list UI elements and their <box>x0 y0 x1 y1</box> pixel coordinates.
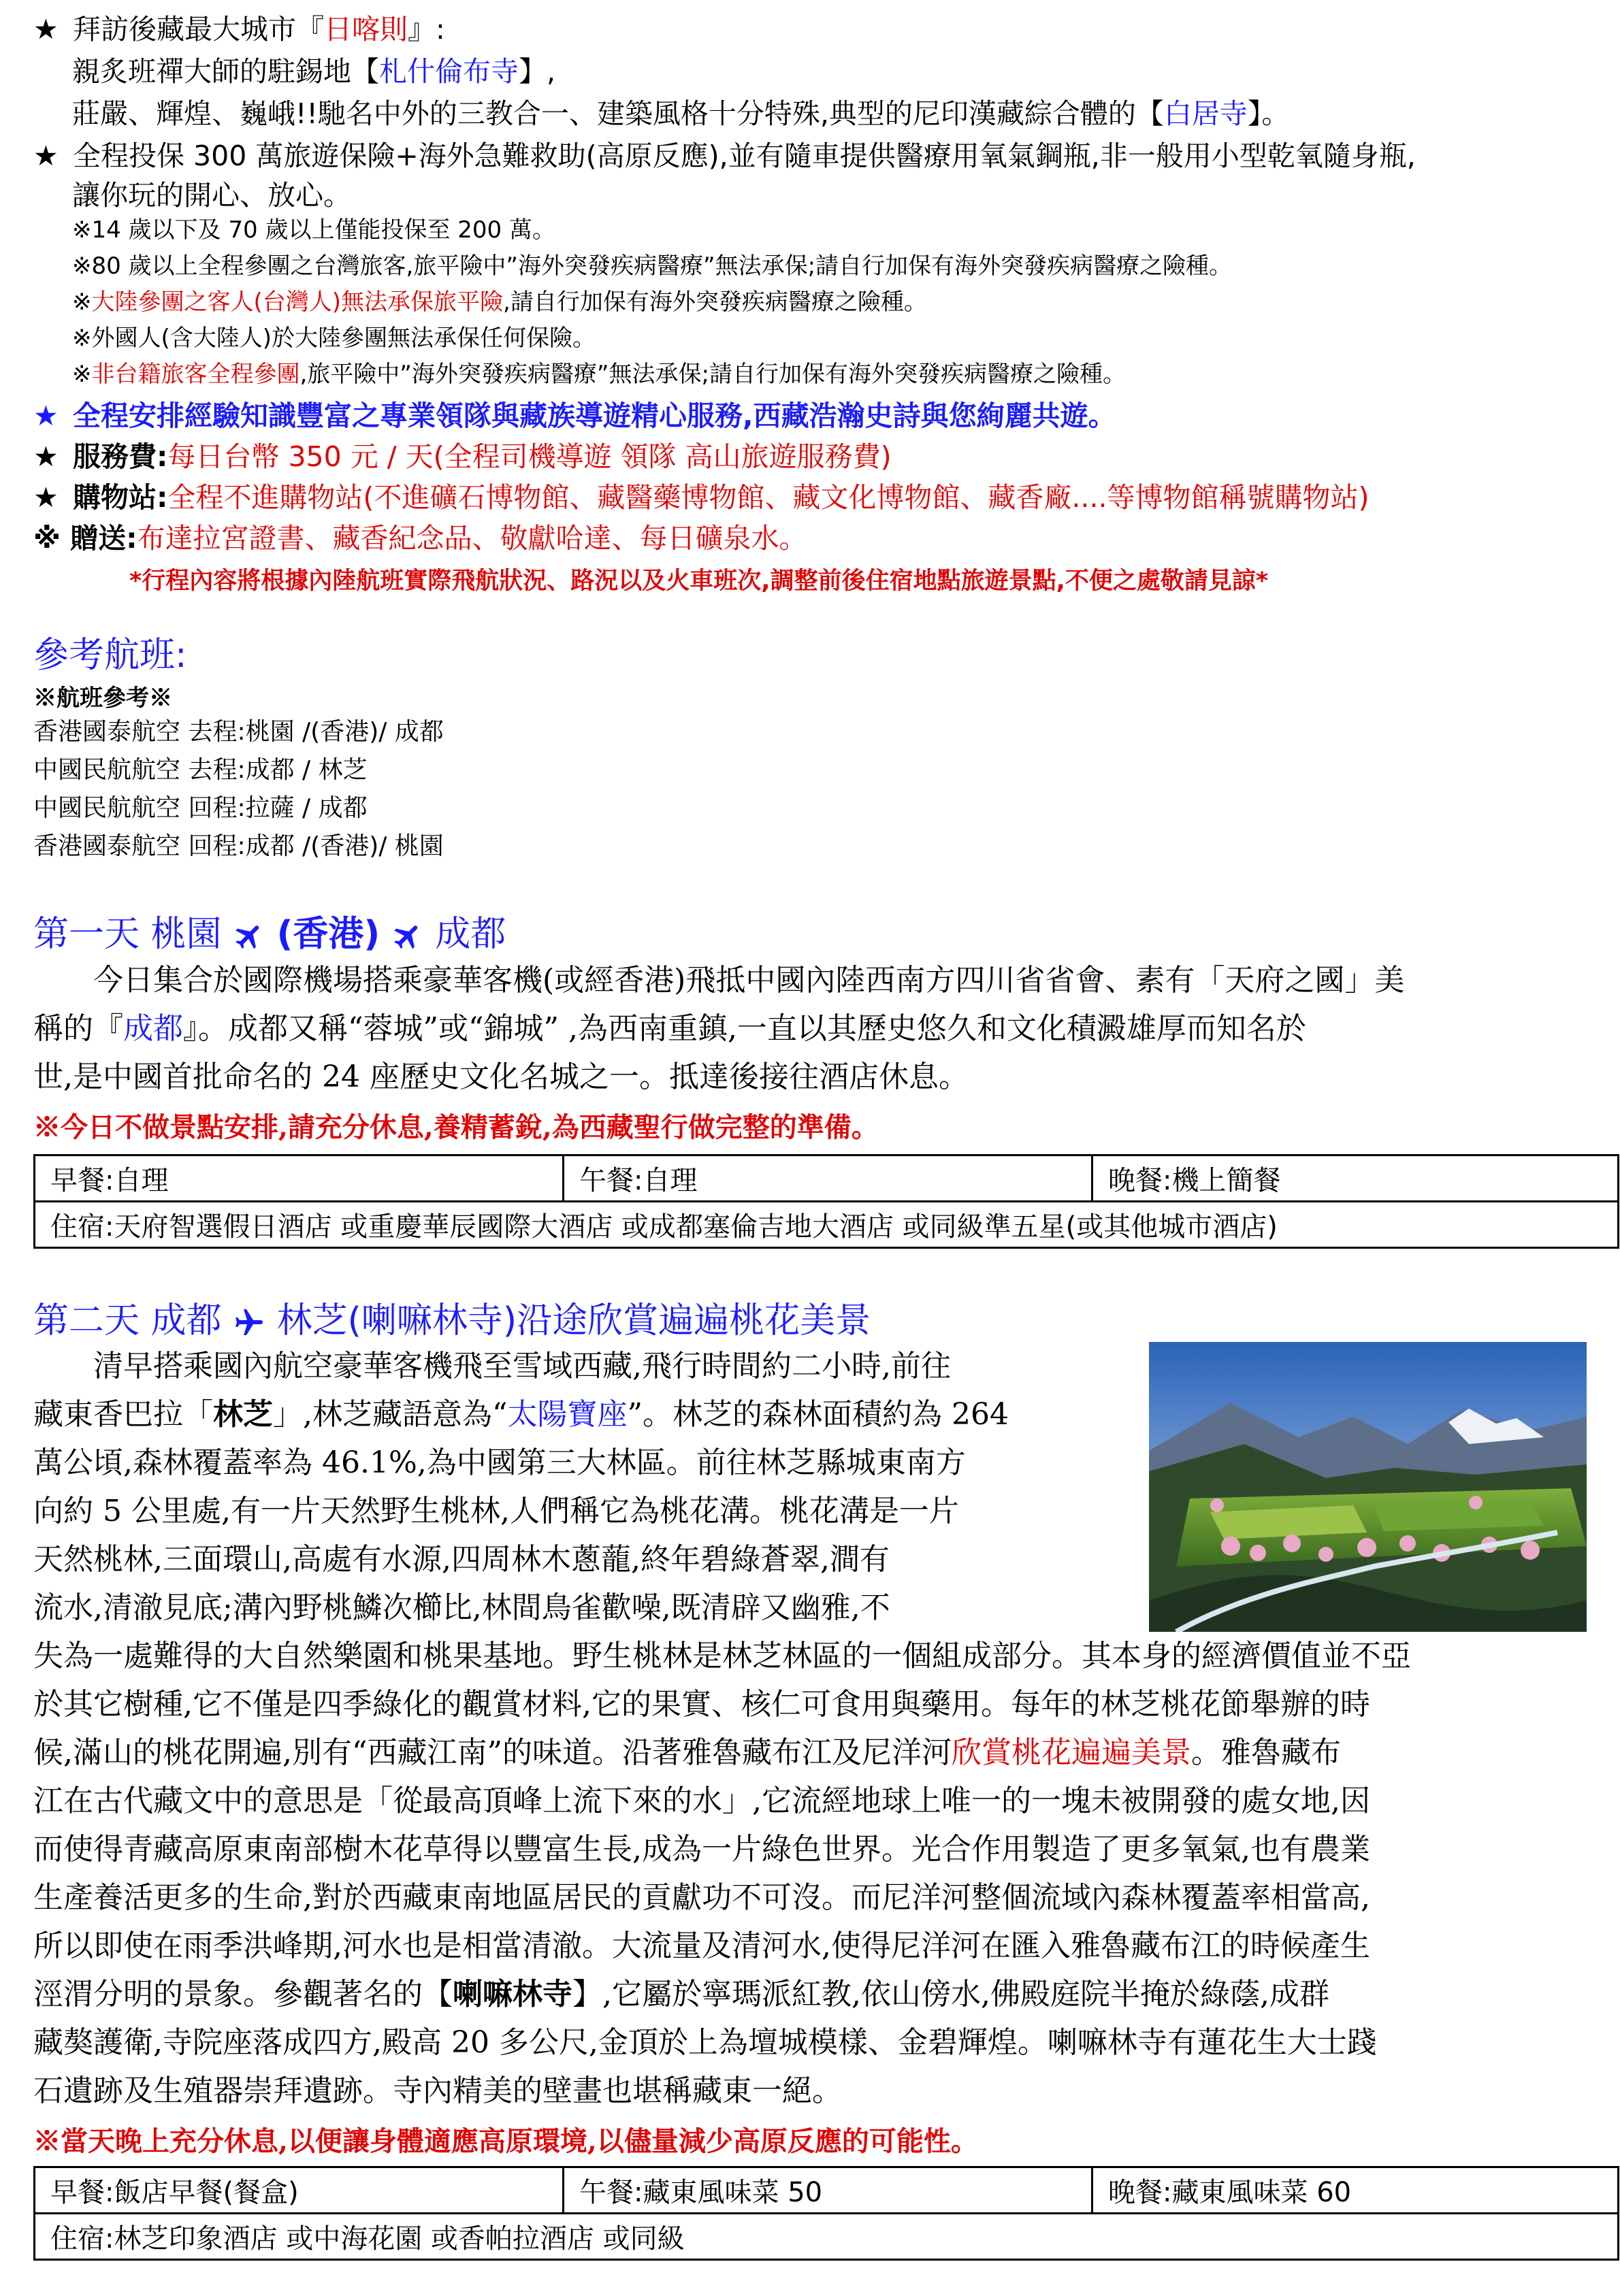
insurance-note-1: ※14 歲以下及 70 歲以上僅能投保至 200 萬。 <box>72 216 555 244</box>
day2-text: 向約 5 公里處,有一片天然野生桃林,人們稱它為桃花溝。桃花溝是一片 <box>33 1494 959 1528</box>
day1-text: 世,是中國首批命名的 24 座歷史文化名城之一。抵達後接往酒店休息。 <box>33 1060 969 1094</box>
day2-text: 涇渭分明的景象。參觀著名的【喇嘛林寺】,它屬於寧瑪派紅教,依山傍水,佛殿庭院半掩於綠蔭,成群 <box>33 1977 1329 2012</box>
breakfast-cell: 早餐:飯店早餐(餐盒) <box>35 2167 564 2214</box>
day2-text: 生產養活更多的生命,對於西藏東南地區居民的貢獻功不可沒。而尼洋河整個流域內森林覆蓋率相當高, <box>33 1880 1370 1915</box>
breakfast-cell: 早餐:自理 <box>35 1155 564 1202</box>
day1-text: 稱的『成都』。成都又稱“蓉城”或“錦城” ,為西南重鎮,一直以其歷史悠久和文化積澱雄厚而知名於 <box>33 1011 1306 1046</box>
highlight-gifts: ※ 贈送:布達拉宮證書、藏香紀念品、敬獻哈達、每日礦泉水。 <box>33 522 807 555</box>
day1-title: 第一天 桃園 (香港) 成都 <box>33 914 506 955</box>
day1-meal-table <box>33 1154 1619 1249</box>
day2-meal-table <box>33 2166 1619 2261</box>
day2-notice: ※當天晚上充分休息,以便讓身體適應高原環境,以儘量減少高原反應的可能性。 <box>33 2125 978 2157</box>
lunch-cell: 午餐:自理 <box>564 1155 1092 1202</box>
flight-row: 中國民航航空 回程:拉薩 / 成都 <box>33 794 368 822</box>
dinner-cell: 晚餐:藏東風味菜 60 <box>1092 2167 1619 2214</box>
day1-text: 今日集合於國際機場搭乘豪華客機(或經香港)飛抵中國內陸西南方四川省省會、素有「天府之國」美 <box>93 963 1405 998</box>
day2-text: 失為一處難得的大自然樂園和桃果基地。野生桃林是林芝林區的一個組成部分。其本身的經濟價值並不亞 <box>33 1639 1411 1673</box>
airplane-icon <box>233 920 265 953</box>
highlight-temple-2: 莊嚴、輝煌、巍峨!!馳名中外的三教合一、建築風格十分特殊,典型的尼印漢藏綜合體的【白居寺】。 <box>72 97 1290 130</box>
day2-text: 流水,清澈見底;溝內野桃鱗次櫛比,林間鳥雀歡噪,既清辟又幽雅,不 <box>33 1590 890 1625</box>
day2-text: 藏獒護衛,寺院座落成四方,殿高 20 多公尺,金頂於上為壇城模樣、金碧輝煌。喇嘛林寺有蓮花生大士踐 <box>33 2025 1377 2060</box>
flights-title: 參考航班: <box>33 635 187 676</box>
highlight-temple-1: 親炙班禪大師的駐錫地【札什倫布寺】, <box>72 55 556 88</box>
insurance-note-2: ※80 歲以上全程參團之台灣旅客,旅平險中”海外突發疾病醫療”無法承保;請自行加保有海外突發疾病醫療之險種。 <box>72 252 1233 280</box>
day2-text: 藏東香巴拉「林芝」,林芝藏語意為“太陽寶座”。林芝的森林面積約為 264 <box>33 1397 1009 1432</box>
insurance-note-3: ※大陸參團之客人(台灣人)無法承保旅平險,請自行加保有海外突發疾病醫療之險種。 <box>72 289 927 316</box>
star-icon: ★ <box>33 399 59 432</box>
hotel-cell: 住宿:林芝印象酒店 或中海花園 或香帕拉酒店 或同級 <box>35 2214 1619 2260</box>
day2-text: 石遺跡及生殖器崇拜遺跡。寺內精美的壁畫也堪稱藏東一絕。 <box>33 2073 842 2108</box>
insurance-note-4: ※外國人(含大陸人)於大陸參團無法承保任何保險。 <box>72 325 596 352</box>
day2-text: 清早搭乘國內航空豪華客機飛至雪域西藏,飛行時間約二小時,前往 <box>93 1349 951 1383</box>
flight-row: 香港國泰航空 去程:桃園 /(香港)/ 成都 <box>33 718 444 746</box>
highlight-city: ★ 拜訪後藏最大城市『日喀則』: <box>33 8 445 50</box>
day1-notice: ※今日不做景點安排,請充分休息,養精蓄銳,為西藏聖行做完整的準備。 <box>33 1111 879 1143</box>
airplane-icon <box>391 920 424 953</box>
lunch-cell: 午餐:藏東風味菜 50 <box>564 2167 1092 2214</box>
day2-text: 萬公頃,森林覆蓋率為 46.1%,為中國第三大林區。前往林芝縣城東南方 <box>33 1445 966 1480</box>
day2-text: 天然桃林,三面環山,高處有水源,四周林木蔥蘢,終年碧綠蒼翠,澗有 <box>33 1542 890 1577</box>
highlight-service-fee: ★ 服務費:每日台幣 350 元 / 天(全程司機導遊 領隊 高山旅遊服務費) <box>33 436 892 478</box>
airplane-icon <box>233 1307 265 1339</box>
highlight-shopping: ★ 購物站:全程不進購物站(不進礦石博物館、藏醫藥博物館、藏文化博物館、藏香廠....等博物館稱號購物站) <box>33 476 1370 519</box>
star-icon: ★ <box>33 140 59 172</box>
linzhi-landscape-photo <box>1149 1342 1587 1632</box>
hotel-cell: 住宿:天府智選假日酒店 或重慶華辰國際大酒店 或成都塞倫吉地大酒店 或同級準五星(或其他城市酒店) <box>35 1202 1619 1248</box>
star-icon: ★ <box>33 13 59 46</box>
day2-text: 候,滿山的桃花開遍,別有“西藏江南”的味道。沿著雅魯藏布江及尼洋河欣賞桃花遍遍美景。雅魯藏布 <box>33 1735 1341 1770</box>
day2-text: 江在古代藏文中的意思是「從最高頂峰上流下來的水」,它流經地球上唯一的一塊未被開發的處女地,因 <box>33 1784 1370 1818</box>
highlight-insurance-cont: 讓你玩的開心、放心。 <box>72 179 351 212</box>
flight-row: 中國民航航空 去程:成都 / 林芝 <box>33 756 368 784</box>
dinner-cell: 晚餐:機上簡餐 <box>1092 1155 1619 1202</box>
star-icon: ★ <box>33 440 59 473</box>
star-icon: ★ <box>33 481 59 514</box>
flights-subtitle: ※航班參考※ <box>33 685 172 712</box>
itinerary-disclaimer: *行程內容將根據內陸航班實際飛航狀況、路況以及火車班次,調整前後住宿地點旅遊景點,不便之處敬請見諒* <box>129 568 1269 595</box>
day2-text: 所以即使在雨季洪峰期,河水也是相當清澈。大流量及清河水,使得尼洋河在匯入雅魯藏布江的時候產生 <box>33 1929 1370 1963</box>
insurance-note-5: ※非台籍旅客全程參團,旅平險中”海外突發疾病醫療”無法承保;請自行加保有海外突發疾病醫療之險種。 <box>72 361 1126 388</box>
day2-text: 而使得青藏高原東南部樹木花草得以豐富生長,成為一片綠色世界。光合作用製造了更多氧氣,也有農業 <box>33 1832 1370 1867</box>
day2-text: 於其它樹種,它不僅是四季綠化的觀賞材料,它的果實、核仁可食用與藥用。每年的林芝桃花節舉辦的時 <box>33 1687 1370 1722</box>
flight-row: 香港國泰航空 回程:成都 /(香港)/ 桃園 <box>33 832 444 860</box>
day2-title: 第二天 成都 林芝(喇嘛林寺)沿途欣賞遍遍桃花美景 <box>33 1300 871 1341</box>
highlight-guide: ★ 全程安排經驗知識豐富之專業領隊與藏族導遊精心服務,西藏浩瀚史詩與您絢麗共遊。 <box>33 395 1116 437</box>
highlight-insurance: ★ 全程投保 300 萬旅遊保險+海外急難救助(高原反應),並有隨車提供醫療用氧氣鋼瓶,非一般用小型乾氧隨身瓶, <box>33 135 1416 177</box>
